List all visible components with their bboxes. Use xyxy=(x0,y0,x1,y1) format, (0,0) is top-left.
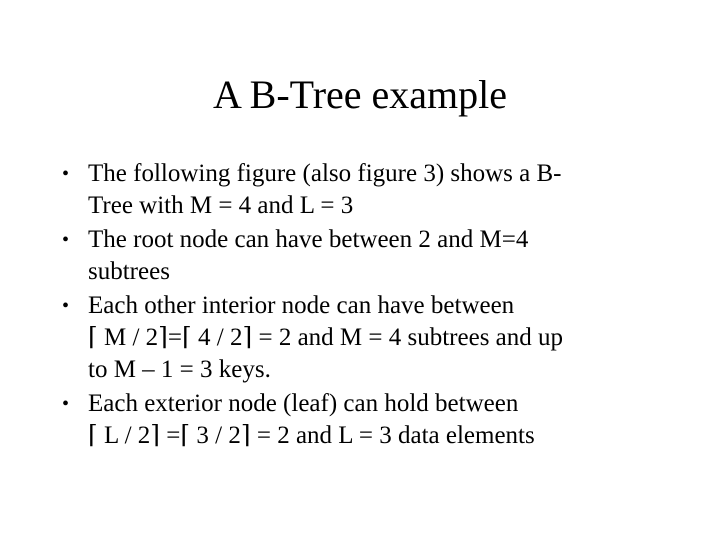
bullet-text-line: Each other interior node can have between xyxy=(88,292,515,319)
slide-title: A B-Tree example xyxy=(212,72,508,117)
bullet-text-line: subtrees xyxy=(88,258,170,285)
bullet-text-line: Tree with M = 4 and L = 3 xyxy=(88,192,354,219)
bullet-marker: • xyxy=(62,229,70,251)
bullet-text-line: to M – 1 = 3 keys. xyxy=(88,356,271,383)
bullet-marker: • xyxy=(62,295,70,317)
bullet-text-line: The root node can have between 2 and M=4 xyxy=(88,226,529,253)
bullet-text-line: ⌈ L / 2⌉ =⌈ 3 / 2⌉ = 2 and L = 3 data elements xyxy=(88,422,535,449)
bullet-marker: • xyxy=(62,163,70,185)
bullet-marker: • xyxy=(62,393,70,415)
bullet-text-line: The following figure (also figure 3) shows a B- xyxy=(88,160,562,187)
bullet-text-line: Each exterior node (leaf) can hold between xyxy=(88,390,519,417)
bullet-item xyxy=(60,158,690,222)
bullet-text-line: ⌈ M / 2⌉=⌈ 4 / 2⌉ = 2 and M = 4 subtrees and up xyxy=(88,324,564,351)
bullet-list xyxy=(60,158,690,454)
bullet-item xyxy=(60,290,690,386)
bullet-item xyxy=(60,388,690,452)
bullet-item xyxy=(60,224,690,288)
